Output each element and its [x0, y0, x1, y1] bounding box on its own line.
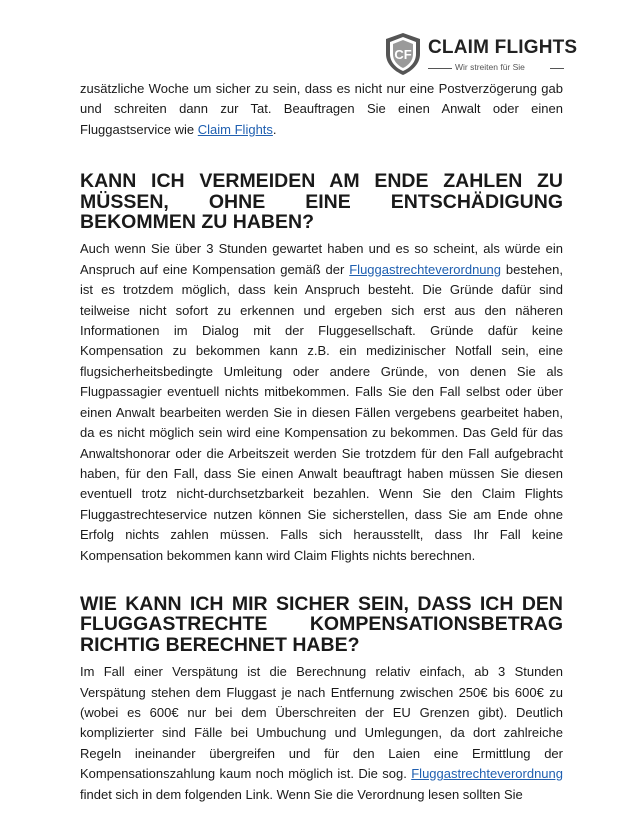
logo-divider-right [550, 68, 564, 69]
shield-logo-icon [383, 32, 423, 76]
logo-title: CLAIM FLIGHTS [428, 37, 578, 58]
logo-tagline-row [428, 62, 564, 74]
intro-text: zusätzliche Woche um sicher zu sein, dass es nicht nur eine Postverzögerung gab und schreiten dann zur Tat. Beauftragen Sie einen Anwalt oder einen Fluggastservice wie [80, 81, 563, 137]
section1-text: Auch wenn Sie über 3 Stunden gewartet haben und es so scheint, als würde ein Anspruch auf eine Kompensation gemäß der [80, 241, 563, 277]
intro-text-end: . [272, 121, 277, 137]
section1-text-cont: bestehen, ist es trotzdem möglich, dass kein Anspruch besteht. Die Gründe dafür sind teilweise nicht sofort zu erkennen und ergeben sich erst aus den näheren Informationen im Dialog mit der Fluggesellschaft. Gründe dafür keine Kompensation zu bekommen kann z.B. ein medizinischer Notfall sein, eine flugsicherheitsbedingte Umleitung oder andere Gründe, von denen Sie als Flugpassagier eventuell nichts mitbekommen. Falls Sie den Fall selbst oder über einen Anwalt bearbeiten werden Sie in diesen Fällen vergebens gearbeitet haben, da es nicht möglich sein wird eine Kompensation zu bekommen. Das Geld für das Anwaltshonorar oder die Arbeitszeit werden Sie trotzdem für den Fall aufgebracht haben, für den Fall, dass Sie einen Anwalt beauftragt haben müssen Sie diesen eventuell trotz nicht-durchsetzbarkeit bezahlen. Wenn Sie den Claim Flights Fluggastrechteservice nutzen können Sie sicherstellen, dass Sie am Ende ohne Erfolg nichts zahlen müssen. Falls sich herausstellt, dass Ihr Fall keine Kompensation bekommen kann wird Claim Flights nichts berechnen. [80, 261, 563, 563]
section1-heading: KANN ICH VERMEIDEN AM ENDE ZAHLEN ZU MÜSSEN, OHNE EINE ENTSCHÄDIGUNG BEKOMMEN ZU HABEN? [80, 170, 563, 234]
logo-emblem-letters: CF [394, 47, 412, 62]
intro-paragraph [80, 79, 563, 140]
claim-flights-logo [383, 32, 578, 76]
section2-text-cont: findet sich in dem folgenden Link. Wenn Sie die Verordnung lesen sollten Sie [80, 786, 523, 802]
section2-paragraph [80, 662, 563, 805]
logo-divider-left [428, 68, 452, 69]
section2-text: Im Fall einer Verspätung ist die Berechnung relativ einfach, ab 3 Stunden Verspätung stehen dem Fluggast je nach Entfernung zwischen 250€ bis 600€ zu (wobei es 600€ nur bei dem Überschreiten der EU Grenzen gibt). Deutlich komplizierter sind Fälle bei Umbuchung und Umlegungen, da dort zahlreiche Regeln ineinander übergreifen und für den Laien eine Ermittlung der Kompensationszahlung kaum noch möglich ist. Die sog. [80, 664, 563, 782]
fluggastrechteverordnung-link-2[interactable]: Fluggastrechteverordnung [411, 766, 563, 782]
fluggastrechteverordnung-link[interactable]: Fluggastrechteverordnung [349, 261, 501, 277]
section1-paragraph [80, 239, 563, 566]
claim-flights-link[interactable]: Claim Flights [197, 121, 273, 137]
section2-heading: WIE KANN ICH MIR SICHER SEIN, DASS ICH DEN FLUGGASTRECHTE KOMPENSATIONSBETRAG RICHTIG BERECHNET HABE? [80, 592, 563, 656]
logo-tagline: Wir streiten für Sie [455, 62, 525, 72]
document-body [80, 79, 563, 805]
